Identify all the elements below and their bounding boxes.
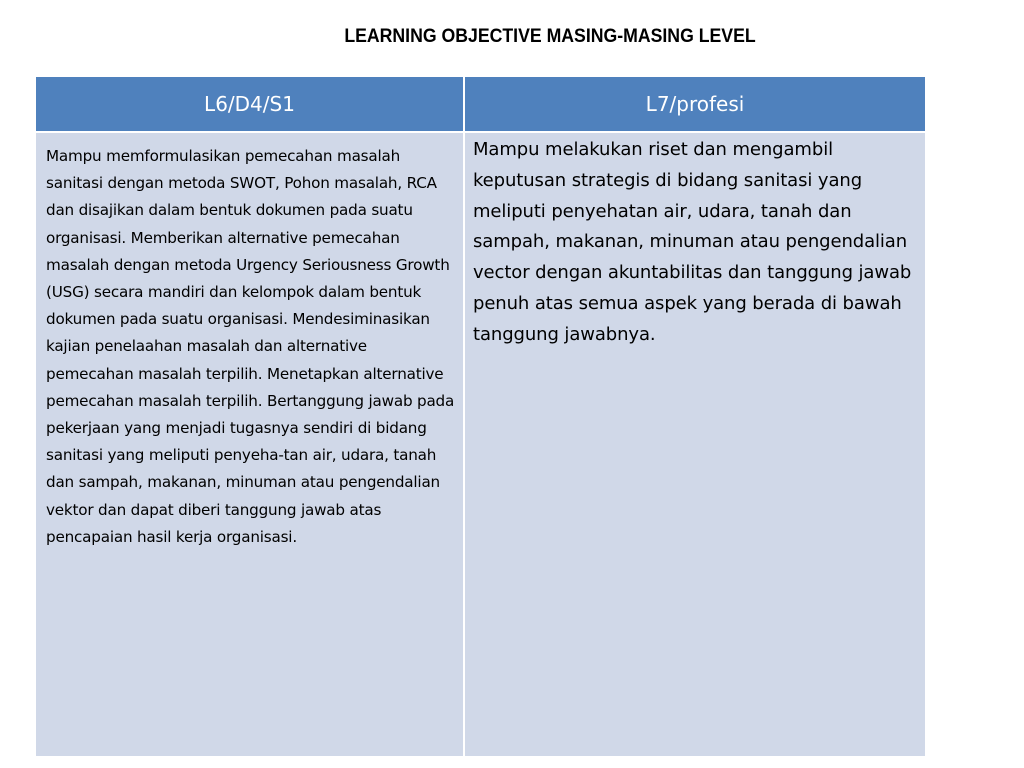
cell-l7-text: Mampu melakukan riset dan mengambil keputusan strategis di bidang sanitasi yang meliputi penyehatan air, udara, tanah dan sampah, makanan, minuman atau pengendalian vector dengan akuntabilitas dan tanggung jawab penuh atas semua aspek yang berada di bawah tanggung jawabnya. (473, 139, 912, 345)
objectives-table (34, 75, 927, 758)
table-header-row (35, 76, 926, 132)
slide-title: LEARNING OBJECTIVE MASING-MASING LEVEL (344, 26, 756, 47)
cell-l6-objective (35, 132, 464, 757)
header-cell-l6: L6/D4/S1 (35, 76, 464, 132)
table-row (35, 132, 926, 757)
header-cell-l7: L7/profesi (464, 76, 926, 132)
cell-l7-objective (464, 132, 926, 757)
cell-l6-text: Mampu memformulasikan pemecahan masalah sanitasi dengan metoda SWOT, Pohon masalah, RCA dan disajikan dalam bentuk dokumen pada suatu organisasi. Memberikan alternative pemecahan masalah dengan metoda Urgency Seriousness Growth (USG) secara mandiri dan kelompok dalam bentuk dokumen pada suatu organisasi. Mendesiminasikan kajian penelaahan masalah dan alternative pemecahan masalah terpilih. Menetapkan alternative pemecahan masalah terpilih. Bertanggung jawab pada pekerjaan yang menjadi tugasnya sendiri di bidang sanitasi yang meliputi penyeha-tan air, udara, tanah dan sampah, makanan, minuman atau pengendalian vektor dan dapat diberi tanggung jawab atas pencapaian hasil kerja organisasi. (46, 147, 455, 546)
